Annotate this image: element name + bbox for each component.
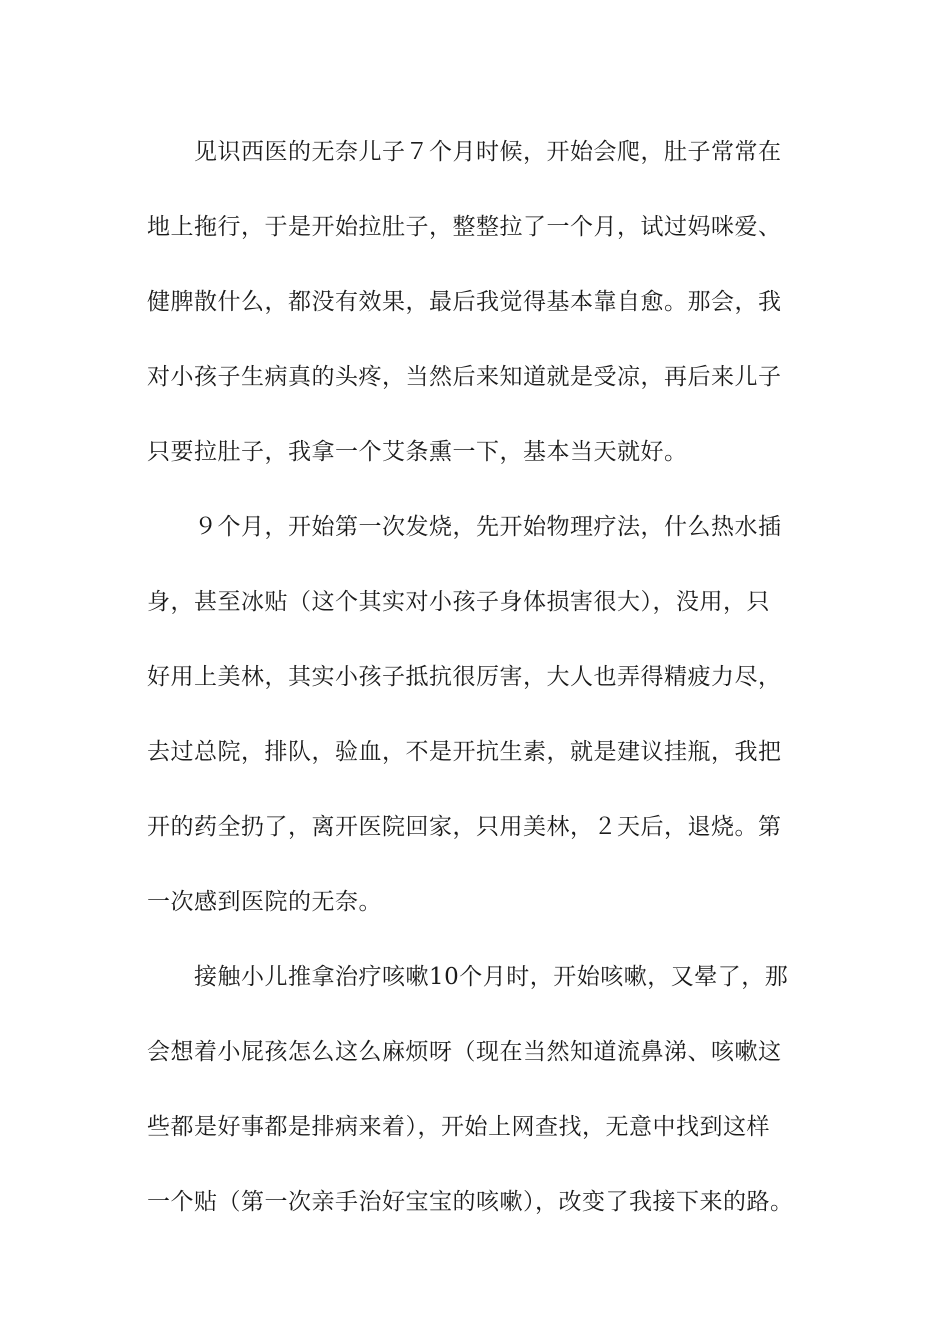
paragraph-2-line-6: 一次感到医院的无奈。 [147,889,382,915]
paragraph-1-line-1: 见识西医的无奈儿子７个月时候，开始会爬，肚子常常在 [194,139,782,165]
paragraph-2-line-3: 好用上美林，其实小孩子抵抗很厉害，大人也弄得精疲力尽， [147,664,782,690]
paragraph-1-line-5: 只要拉肚子，我拿一个艾条熏一下，基本当天就好。 [147,439,688,465]
paragraph-3-line-3: 些都是好事都是排病来着），开始上网查找，无意中找到这样 [147,1114,770,1140]
paragraph-3-line-2: 会想着小屁孩怎么这么麻烦呀（现在当然知道流鼻涕、咳嗽这 [147,1039,782,1065]
paragraph-2-line-4: 去过总院，排队，验血，不是开抗生素，就是建议挂瓶，我把 [147,739,782,765]
paragraph-2-line-1: ９个月，开始第一次发烧，先开始物理疗法，什么热水插 [194,514,782,540]
paragraph-3-line-1: 接触小儿推拿治疗咳嗽10个月时，开始咳嗽，又晕了，那 [194,964,789,990]
paragraph-1-line-4: 对小孩子生病真的头疼，当然后来知道就是受凉，再后来儿子 [147,364,782,390]
paragraph-2-line-2: 身，甚至冰贴（这个其实对小孩子身体损害很大），没用，只 [147,589,770,615]
paragraph-1-line-2: 地上拖行，于是开始拉肚子，整整拉了一个月，试过妈咪爱、 [147,214,782,240]
paragraph-3-line-4: 一个贴（第一次亲手治好宝宝的咳嗽），改变了我接下来的路。 [147,1189,794,1215]
paragraph-1-line-3: 健脾散什么，都没有效果，最后我觉得基本靠自愈。那会，我 [147,289,782,315]
paragraph-2-line-5: 开的药全扔了，离开医院回家，只用美林，２天后，退烧。第 [147,814,782,840]
